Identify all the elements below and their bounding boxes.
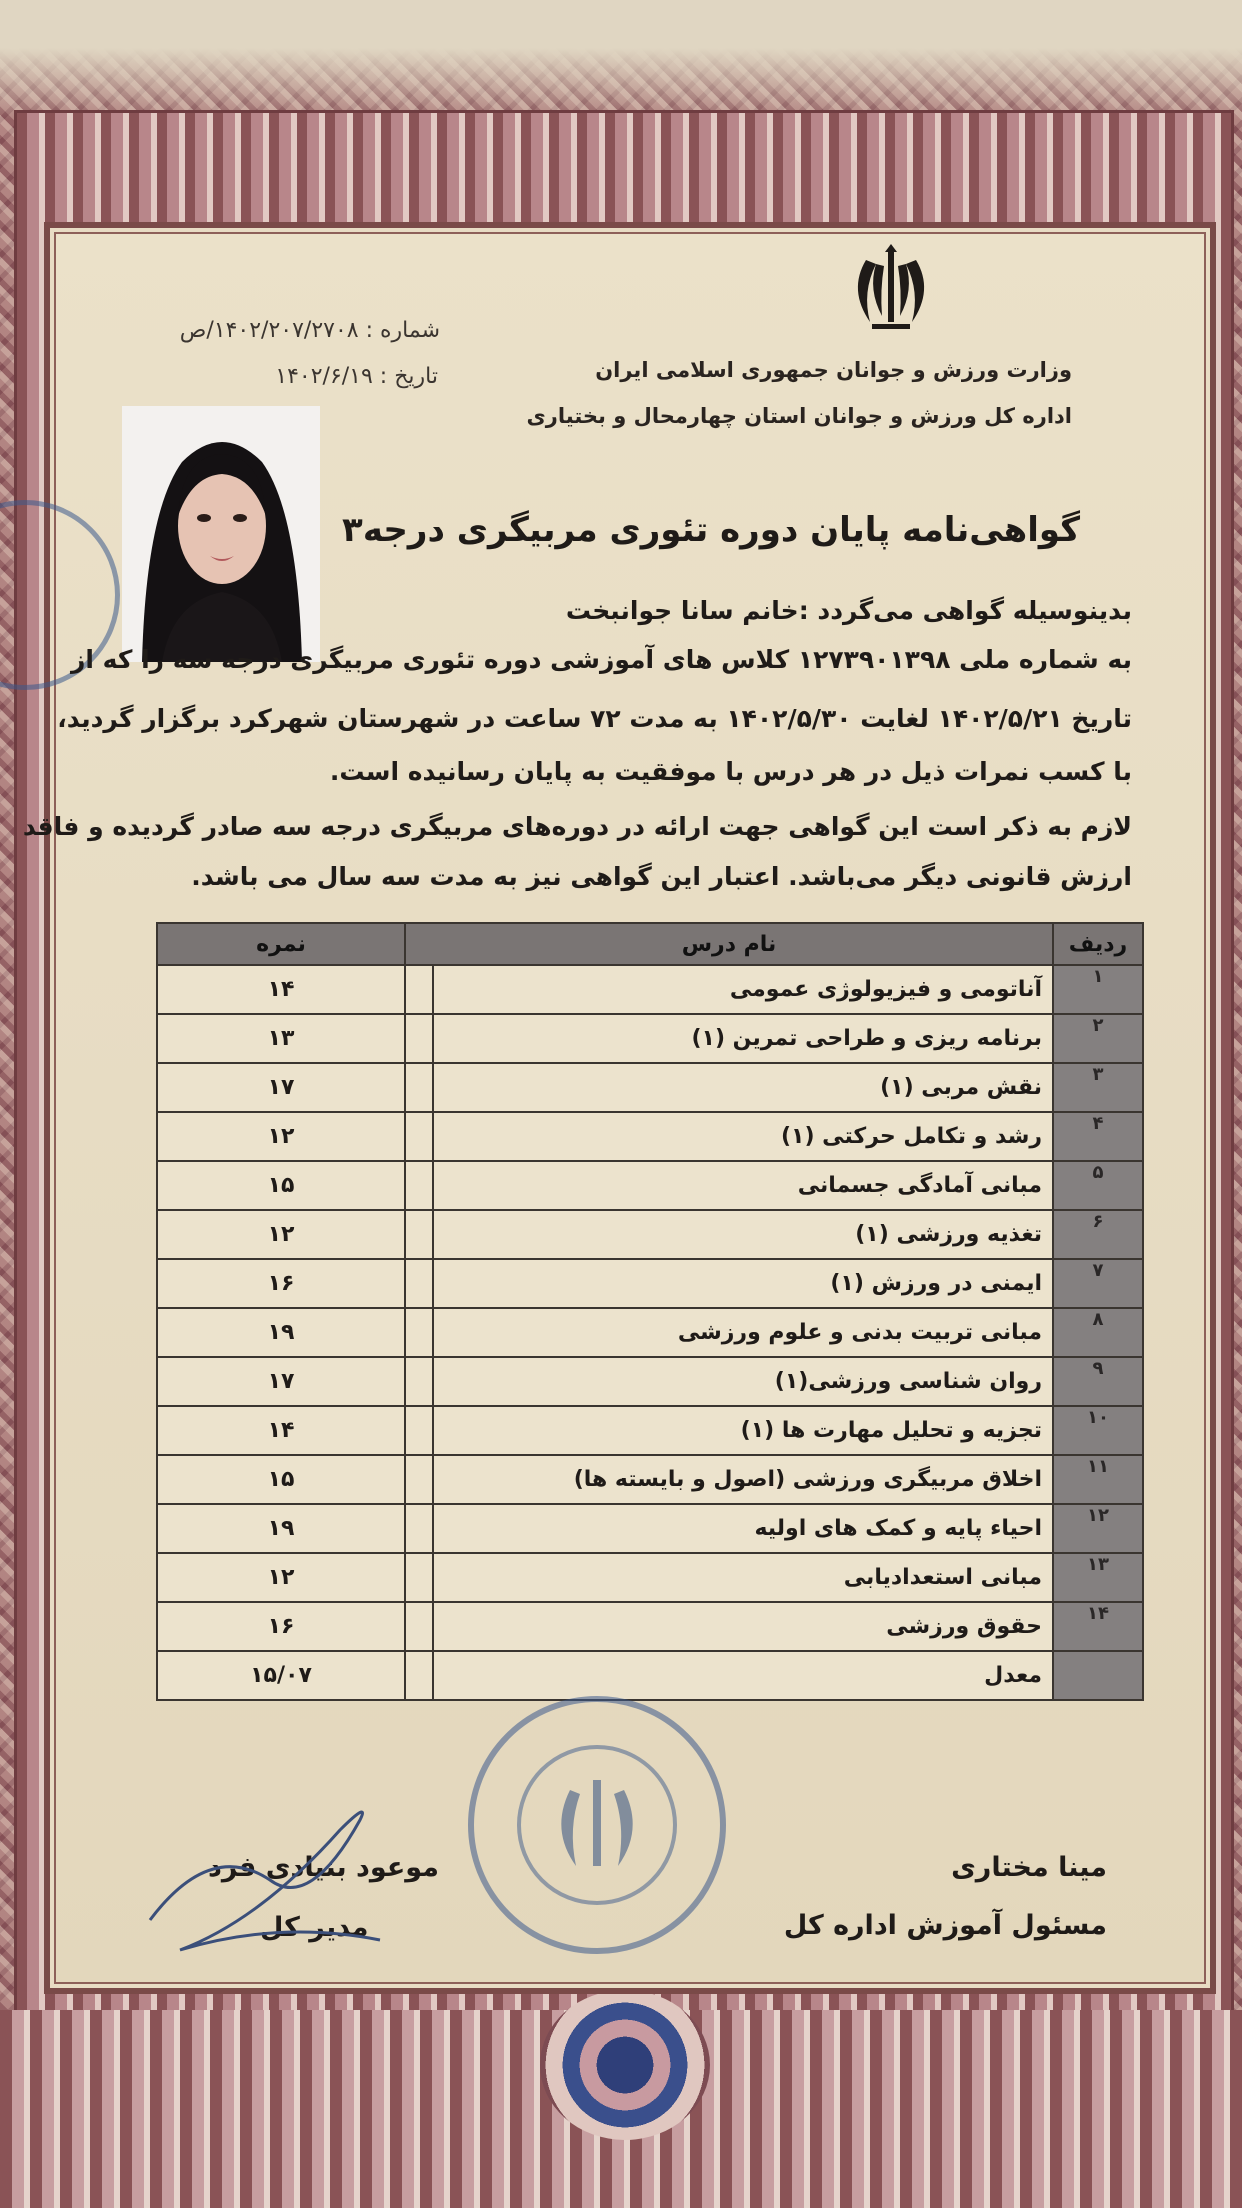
table-row (157, 1357, 1143, 1406)
signer-right-title: مسئول آموزش اداره کل (783, 1910, 1107, 1941)
course-name: مبانی استعدادیابی (433, 1553, 1053, 1602)
header-row-number: ردیف (1053, 923, 1143, 965)
empty-cell (405, 1602, 433, 1651)
table-row (157, 1553, 1143, 1602)
row-number: ۸ (1053, 1308, 1143, 1357)
table-row (157, 1308, 1143, 1357)
table-header-row (157, 923, 1143, 965)
course-name: اخلاق مربیگری ورزشی (اصول و بایسته ها) (433, 1455, 1053, 1504)
empty-cell (405, 1014, 433, 1063)
body-line-5: لازم به ذکر است این گواهی جهت ارائه در دوره‌های مربیگری درجه سه صادر گردیده و فاقد (22, 812, 1132, 841)
handwritten-signature (130, 1770, 470, 1970)
course-grade: ۱۴ (157, 1406, 405, 1455)
row-number: ۱ (1053, 965, 1143, 1014)
body-line-2: به شماره ملی ۱۲۷۳۹۰۱۳۹۸ کلاس های آموزشی دوره تئوری مربیگری درجه سه را که از (71, 645, 1132, 674)
course-name: تغذیه ورزشی (۱) (433, 1210, 1053, 1259)
course-name: احیاء پایه و کمک های اولیه (433, 1504, 1053, 1553)
certificate-title: گواهی‌نامه پایان دوره تئوری مربیگری درجه۳ (342, 510, 1080, 550)
empty-cell (405, 1504, 433, 1553)
course-grade: ۱۹ (157, 1308, 405, 1357)
row-number: ۲ (1053, 1014, 1143, 1063)
signer-left-title: مدیر کل (260, 1912, 369, 1943)
empty-cell (405, 1210, 433, 1259)
table-row (157, 965, 1143, 1014)
grades-table (156, 922, 1144, 1701)
course-grade: ۱۶ (157, 1602, 405, 1651)
body-line-6: ارزش قانونی دیگر می‌باشد. اعتبار این گواهی نیز به مدت سه سال می باشد. (191, 862, 1132, 891)
table-row (157, 1210, 1143, 1259)
row-number: ۷ (1053, 1259, 1143, 1308)
header-course-name: نام درس (405, 923, 1053, 965)
course-grade: ۱۳ (157, 1014, 405, 1063)
top-ornament (0, 0, 1242, 120)
average-value: ۱۵/۰۷ (157, 1651, 405, 1700)
bottom-medallion (540, 1990, 710, 2140)
course-grade: ۱۵ (157, 1161, 405, 1210)
row-number: ۶ (1053, 1210, 1143, 1259)
empty-cell (405, 1063, 433, 1112)
course-grade: ۱۷ (157, 1063, 405, 1112)
empty-cell (405, 1553, 433, 1602)
empty-cell (405, 1406, 433, 1455)
table-row (157, 1455, 1143, 1504)
course-name: ایمنی در ورزش (۱) (433, 1259, 1053, 1308)
row-number: ۳ (1053, 1063, 1143, 1112)
header-grade: نمره (157, 923, 405, 965)
course-grade: ۱۲ (157, 1112, 405, 1161)
course-grade: ۱۲ (157, 1210, 405, 1259)
empty-cell (405, 1455, 433, 1504)
grades-body (157, 965, 1143, 1700)
empty-cell (405, 1161, 433, 1210)
course-name: مبانی آمادگی جسمانی (433, 1161, 1053, 1210)
course-name: نقش مربی (۱) (433, 1063, 1053, 1112)
ministry-name: وزارت ورزش و جوانان جمهوری اسلامی ایران (595, 358, 1072, 382)
row-number: ۱۱ (1053, 1455, 1143, 1504)
course-name: مبانی تربیت بدنی و علوم ورزشی (433, 1308, 1053, 1357)
row-number: ۹ (1053, 1357, 1143, 1406)
row-number-empty (1053, 1651, 1143, 1700)
course-grade: ۱۲ (157, 1553, 405, 1602)
table-row (157, 1014, 1143, 1063)
row-number: ۴ (1053, 1112, 1143, 1161)
course-name: تجزیه و تحلیل مهارت ها (۱) (433, 1406, 1053, 1455)
body-line-1: بدینوسیله گواهی می‌گردد :خانم سانا جوانبخت (565, 596, 1132, 625)
row-number: ۱۳ (1053, 1553, 1143, 1602)
table-row (157, 1112, 1143, 1161)
course-grade: ۱۴ (157, 965, 405, 1014)
portrait-image (122, 406, 320, 662)
course-name: آناتومی و فیزیولوژی عمومی (433, 965, 1053, 1014)
iran-emblem-icon (836, 240, 946, 340)
signer-left-name: موعود بنیادی فرد (208, 1852, 439, 1883)
official-stamp (462, 1690, 732, 1960)
course-grade: ۱۹ (157, 1504, 405, 1553)
body-line-4: با کسب نمرات ذیل در هر درس با موفقیت به پایان رسانیده است. (329, 757, 1132, 786)
office-name: اداره کل ورزش و جوانان استان چهارمحال و بختیاری (526, 404, 1072, 428)
table-row (157, 1063, 1143, 1112)
body-line-3: تاریخ ۱۴۰۲/۵/۲۱ لغایت ۱۴۰۲/۵/۳۰ به مدت ۷۲ ساعت در شهرستان شهرکرد برگزار گردید، (57, 704, 1132, 733)
table-row (157, 1259, 1143, 1308)
row-number: ۱۲ (1053, 1504, 1143, 1553)
course-name: برنامه ریزی و طراحی تمرین (۱) (433, 1014, 1053, 1063)
course-name: روان شناسی ورزشی(۱) (433, 1357, 1053, 1406)
empty-cell (405, 1651, 433, 1700)
course-grade: ۱۶ (157, 1259, 405, 1308)
document-date: تاریخ : ۱۴۰۲/۶/۱۹ (275, 364, 438, 389)
row-number: ۱۴ (1053, 1602, 1143, 1651)
course-name: رشد و تکامل حرکتی (۱) (433, 1112, 1053, 1161)
empty-cell (405, 1357, 433, 1406)
signer-right-name: مینا مختاری (951, 1852, 1107, 1883)
empty-cell (405, 1112, 433, 1161)
table-row (157, 1161, 1143, 1210)
portrait-photo (122, 406, 320, 662)
empty-cell (405, 1308, 433, 1357)
table-row (157, 1504, 1143, 1553)
empty-cell (405, 1259, 433, 1308)
course-name: حقوق ورزشی (433, 1602, 1053, 1651)
table-row (157, 1406, 1143, 1455)
table-row (157, 1602, 1143, 1651)
average-label: معدل (433, 1651, 1053, 1700)
document-number: شماره : ۱۴۰۲/۲۰۷/۲۷۰۸/ص (179, 318, 440, 343)
course-grade: ۱۵ (157, 1455, 405, 1504)
empty-cell (405, 965, 433, 1014)
row-number: ۵ (1053, 1161, 1143, 1210)
course-grade: ۱۷ (157, 1357, 405, 1406)
row-number: ۱۰ (1053, 1406, 1143, 1455)
